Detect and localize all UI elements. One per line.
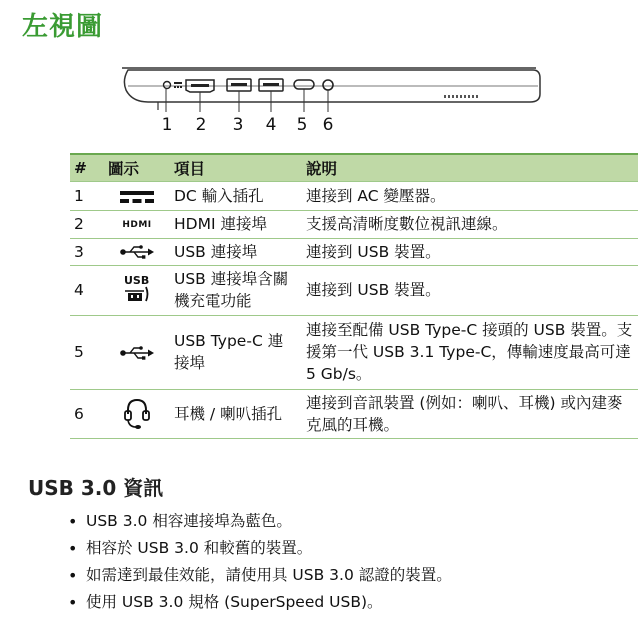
row-num: 3 [70,238,104,265]
row-num: 6 [70,389,104,438]
row-item: USB 連接埠 [170,238,302,265]
header-desc: 說明 [302,154,638,182]
dc-power-icon [119,188,155,206]
port-number: 6 [322,115,334,135]
row-item: DC 輸入插孔 [170,182,302,211]
hdmi-icon: HDMI [122,219,152,230]
row-desc: 連接至配備 USB Type-C 接頭的 USB 裝置。支援第一代 USB 3.1 Type-C，傳輸速度最高可達 5 Gb/s。 [302,315,638,389]
header-icon: 圖示 [104,154,170,182]
row-desc: 連接到 USB 裝置。 [302,265,638,315]
usb-icon [120,346,154,360]
port-number: 5 [296,115,308,135]
usb-icon [120,245,154,259]
usb-power-charge-icon [122,274,152,303]
row-num: 5 [70,315,104,389]
row-desc: 連接到音訊裝置 (例如：喇叭、耳機) 或內建麥克風的耳機。 [302,389,638,438]
table-row [70,182,638,211]
list-item: • USB 3.0 相容連接埠為藍色。 [64,508,452,535]
table-row [70,238,638,265]
row-item: USB 連接埠含關機充電功能 [170,265,302,315]
usb-info-list [64,508,452,616]
row-item: 耳機 / 喇叭插孔 [170,389,302,438]
port-number: 1 [161,115,173,135]
table-row [70,315,638,389]
row-item: USB Type-C 連接埠 [170,315,302,389]
row-desc: 連接到 AC 變壓器。 [302,182,638,211]
laptop-side-illustration [118,60,543,112]
row-item: HDMI 連接埠 [170,211,302,239]
headset-icon [123,397,151,431]
port-number: 3 [232,115,244,135]
row-desc: 連接到 USB 裝置。 [302,238,638,265]
port-number: 4 [265,115,277,135]
row-num: 2 [70,211,104,239]
table-header-row [70,154,638,182]
usb-section-title: USB 3.0 資訊 [28,476,164,500]
ports-table [70,153,638,439]
list-item: • 如需達到最佳效能，請使用具 USB 3.0 認證的裝置。 [64,562,452,589]
usb-power-charge-label: USB [124,274,150,287]
list-item: • 相容於 USB 3.0 和較舊的裝置。 [64,535,452,562]
page-title: 左視圖 [22,12,104,42]
port-number: 2 [195,115,207,135]
table-row [70,265,638,315]
table-row [70,211,638,239]
header-num: # [70,154,104,182]
row-desc: 支援高清晰度數位視訊連線。 [302,211,638,239]
list-item: • 使用 USB 3.0 規格 (SuperSpeed USB)。 [64,589,452,616]
table-row [70,389,638,438]
row-num: 4 [70,265,104,315]
row-num: 1 [70,182,104,211]
header-item: 項目 [170,154,302,182]
